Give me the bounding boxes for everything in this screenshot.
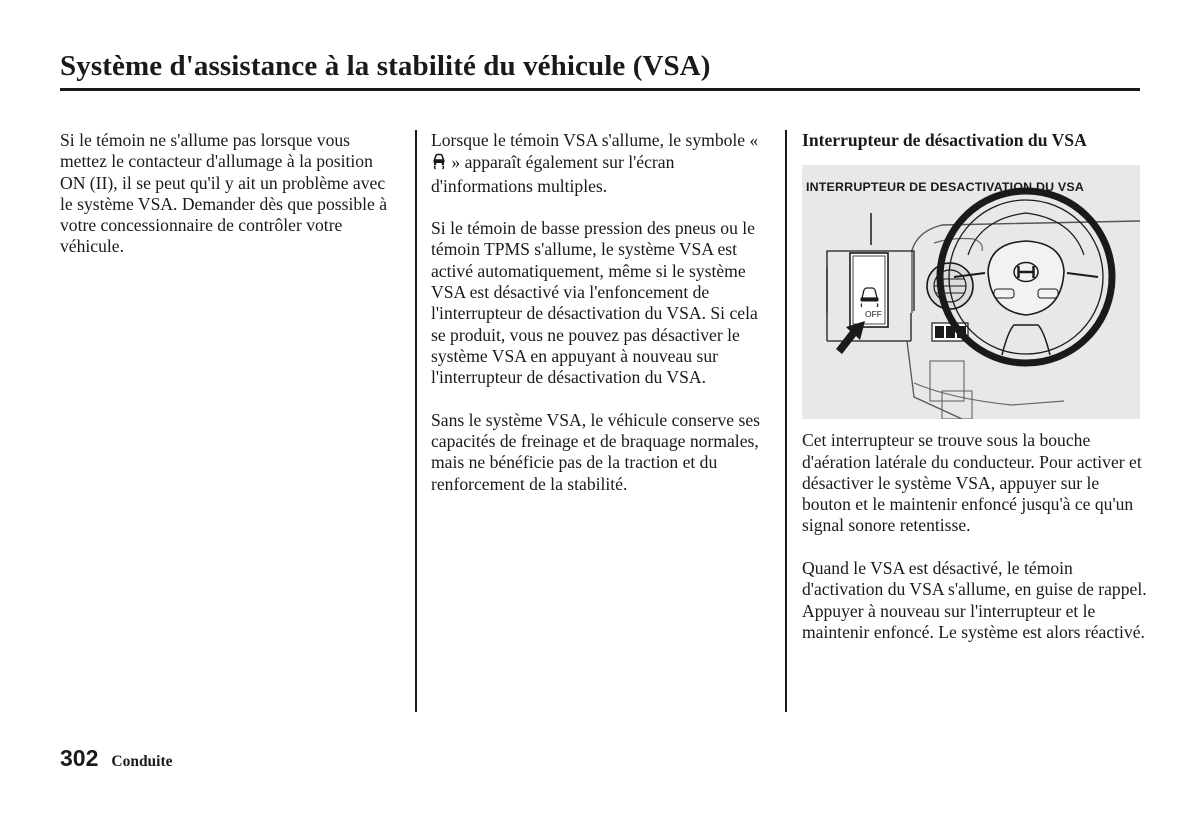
section-heading: Interrupteur de désactivation du VSA	[802, 130, 1087, 150]
page-title: Système d'assistance à la stabilité du véhicule (VSA)	[60, 50, 711, 82]
section-name: Conduite	[111, 753, 173, 770]
col2-p1-start: Lorsque le témoin VSA s'allume, le symbole «	[431, 130, 759, 150]
col3-paragraph-1: Cet interrupteur se trouve sous la bouche d'aération latérale du conducteur. Pour activer et désactiver le système VSA, appuyer sur le bouton et le maintenir enfoncé jusqu'à ce qu'un signal sonore retentisse.	[802, 430, 1142, 536]
col2-paragraph-2: Si le témoin de basse pression des pneus ou le témoin TPMS s'allume, le système VSA est activé automatiquement, même si le système VSA est désactivé via l'enfoncement de l'interrupteur de désactivation du VSA. Si cela se produit, vous ne pouvez pas désactiver le système VSA en appuyant à nouveau sur l'interrupteur de désactivation du VSA.	[431, 218, 758, 388]
col2-p1-end: » apparaît également sur l'écran d'informations multiples.	[431, 152, 675, 196]
col2-paragraph-3: Sans le système VSA, le véhicule conserve ses capacités de freinage et de braquage normales, mais ne bénéficie pas de la traction et du renforcement de la stabilité.	[431, 409, 760, 494]
dashboard-figure	[802, 165, 1140, 419]
title-rule	[60, 88, 1140, 91]
figure-caption: INTERRUPTEUR DE DESACTIVATION DU VSA	[806, 180, 1084, 195]
column-1	[60, 130, 400, 279]
vsa-skid-icon	[431, 151, 447, 175]
dashboard-illustration	[802, 165, 1140, 419]
col1-paragraph-1: Si le témoin ne s'allume pas lorsque vous mettez le contacteur d'allumage à la position ON (II), il se peut qu'il y ait un problème avec le système VSA. Demander dès que possible à votre concessionnaire de contrôler votre véhicule.	[60, 130, 388, 257]
page-number: 302	[60, 745, 99, 771]
column-separator-2	[785, 130, 787, 712]
col2-paragraph-1	[431, 130, 776, 197]
col3-paragraph-2: Quand le VSA est désactivé, le témoin d'activation du VSA s'allume, en guise de rappel. Appuyer à nouveau sur l'interrupteur et le maintenir enfoncé. Le système est alors réactivé.	[802, 558, 1147, 642]
page-footer	[60, 745, 173, 772]
column-separator-1	[415, 130, 417, 712]
switch-off-label: OFF	[865, 309, 882, 320]
column-3	[802, 130, 1147, 665]
column-2	[431, 130, 776, 516]
